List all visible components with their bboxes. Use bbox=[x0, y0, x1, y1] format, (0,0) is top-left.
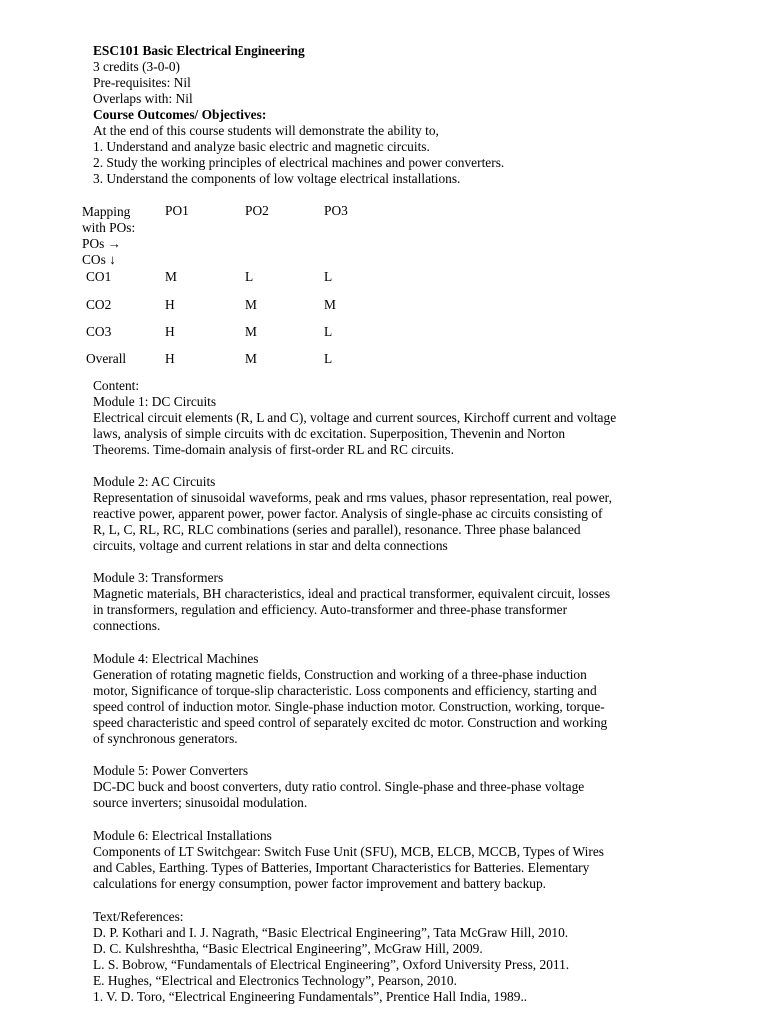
module-title: Module 5: Power Converters bbox=[93, 763, 249, 778]
module-text-line: Components of LT Switchgear: Switch Fuse Unit (SFU), MCB, ELCB, MCCB, Types of Wires bbox=[93, 844, 604, 859]
module-text-line: connections. bbox=[93, 618, 161, 633]
table-cell: H bbox=[165, 351, 175, 366]
content-heading: Content: bbox=[93, 378, 140, 393]
row-label: CO1 bbox=[86, 269, 112, 284]
module-text-line: speed characteristic and speed control of separately excited dc motor. Construction and working bbox=[93, 715, 608, 730]
row-label: Overall bbox=[86, 351, 127, 366]
module-title: Module 3: Transformers bbox=[93, 570, 224, 585]
table-cell: L bbox=[324, 351, 333, 366]
outcome-item: 1. Understand and analyze basic electric and magnetic circuits. bbox=[93, 139, 430, 154]
module-title: Module 1: DC Circuits bbox=[93, 394, 217, 409]
column-header-po3: PO3 bbox=[324, 203, 348, 218]
reference-item: D. C. Kulshreshtha, “Basic Electrical Engineering”, McGraw Hill, 2009. bbox=[93, 941, 483, 956]
module-text-line: DC-DC buck and boost converters, duty ratio control. Single-phase and three-phase voltage bbox=[93, 779, 585, 794]
overlaps-line: Overlaps with: Nil bbox=[93, 91, 193, 106]
module-title: Module 2: AC Circuits bbox=[93, 474, 216, 489]
table-cell: M bbox=[324, 297, 336, 312]
column-header-po2: PO2 bbox=[245, 203, 269, 218]
module-text-line: and Cables, Earthing. Types of Batteries, Important Characteristics for Batteries. Elementary bbox=[93, 860, 590, 875]
module-title: Module 4: Electrical Machines bbox=[93, 651, 259, 666]
table-cell: M bbox=[245, 351, 257, 366]
mapping-header-line: COs ↓ bbox=[82, 252, 116, 267]
table-cell: H bbox=[165, 297, 175, 312]
reference-item: D. P. Kothari and I. J. Nagrath, “Basic Electrical Engineering”, Tata McGraw Hill, 2010. bbox=[93, 925, 569, 940]
outcome-item: 2. Study the working principles of electrical machines and power converters. bbox=[93, 155, 505, 170]
module-text-line: calculations for energy consumption, power factor improvement and battery backup. bbox=[93, 876, 547, 891]
module-text-line: motor, Significance of torque-slip characteristic. Loss components and efficiency, starting and bbox=[93, 683, 597, 698]
module-text-line: Theorems. Time-domain analysis of first-order RL and RC circuits. bbox=[93, 442, 454, 457]
mapping-header-line: POs → bbox=[82, 236, 122, 251]
module-text-line: Magnetic materials, BH characteristics, ideal and practical transformer, equivalent circuit, losses bbox=[93, 586, 611, 601]
outcomes-heading: Course Outcomes/ Objectives: bbox=[93, 107, 267, 122]
column-header-po1: PO1 bbox=[165, 203, 189, 218]
outcomes-intro: At the end of this course students will demonstrate the ability to, bbox=[93, 123, 439, 138]
table-cell: L bbox=[324, 324, 333, 339]
reference-item: 1. V. D. Toro, “Electrical Engineering Fundamentals”, Prentice Hall India, 1989.. bbox=[93, 989, 528, 1004]
module-text-line: Representation of sinusoidal waveforms, peak and rms values, phasor representation, real power, bbox=[93, 490, 612, 505]
row-label: CO2 bbox=[86, 297, 112, 312]
table-cell: H bbox=[165, 324, 175, 339]
module-text-line: of synchronous generators. bbox=[93, 731, 238, 746]
references-heading: Text/References: bbox=[93, 909, 184, 924]
table-cell: L bbox=[245, 269, 254, 284]
mapping-header-line: Mapping bbox=[82, 204, 131, 219]
outcome-item: 3. Understand the components of low voltage electrical installations. bbox=[93, 171, 461, 186]
module-text-line: reactive power, apparent power, power factor. Analysis of single-phase ac circuits consisting of bbox=[93, 506, 603, 521]
prerequisites-line: Pre-requisites: Nil bbox=[93, 75, 191, 90]
table-cell: L bbox=[324, 269, 333, 284]
module-title: Module 6: Electrical Installations bbox=[93, 828, 272, 843]
table-cell: M bbox=[165, 269, 177, 284]
credits-line: 3 credits (3-0-0) bbox=[93, 59, 181, 74]
table-cell: M bbox=[245, 297, 257, 312]
mapping-header-line: with POs: bbox=[82, 220, 136, 235]
reference-item: E. Hughes, “Electrical and Electronics Technology”, Pearson, 2010. bbox=[93, 973, 457, 988]
module-text-line: source inverters; sinusoidal modulation. bbox=[93, 795, 308, 810]
module-text-line: R, L, C, RL, RC, RLC combinations (series and parallel), resonance. Three phase balanced bbox=[93, 522, 581, 537]
reference-item: L. S. Bobrow, “Fundamentals of Electrical Engineering”, Oxford University Press, 2011. bbox=[93, 957, 570, 972]
course-title: ESC101 Basic Electrical Engineering bbox=[93, 43, 305, 58]
module-text-line: in transformers, regulation and efficiency. Auto-transformer and three-phase transformer bbox=[93, 602, 568, 617]
module-text-line: laws, analysis of simple circuits with dc excitation. Superposition, Thevenin and Norton bbox=[93, 426, 566, 441]
module-text-line: Generation of rotating magnetic fields, Construction and working of a three-phase induction bbox=[93, 667, 587, 682]
module-text-line: circuits, voltage and current relations in star and delta connections bbox=[93, 538, 448, 553]
row-label: CO3 bbox=[86, 324, 112, 339]
module-text-line: Electrical circuit elements (R, L and C), voltage and current sources, Kirchoff current and voltage bbox=[93, 410, 617, 425]
module-text-line: speed control of induction motor. Single-phase induction motor. Construction, working, torque- bbox=[93, 699, 605, 714]
table-cell: M bbox=[245, 324, 257, 339]
